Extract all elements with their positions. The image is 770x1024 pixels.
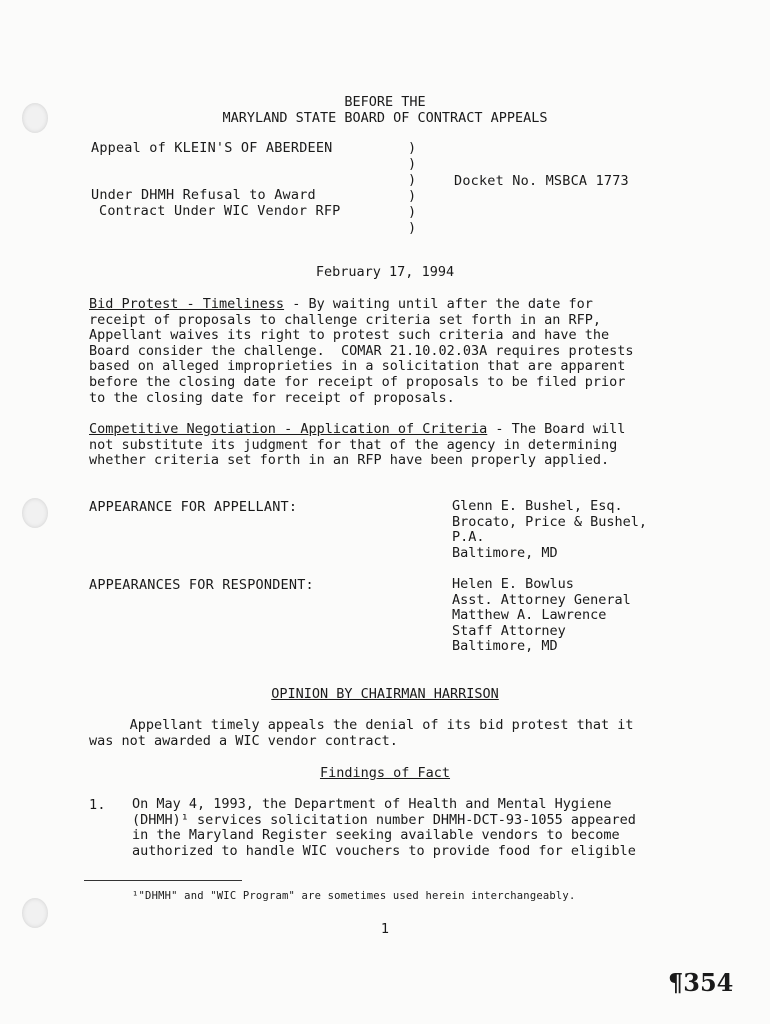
page-stamp: ¶354 <box>668 968 734 997</box>
header-board-name: MARYLAND STATE BOARD OF CONTRACT APPEALS <box>222 110 548 126</box>
punch-hole-middle <box>22 498 48 528</box>
header-before-the: BEFORE THE <box>344 94 426 110</box>
caption-paren: ) <box>408 140 417 156</box>
caption-appeal-of: Appeal of KLEIN'S OF ABERDEEN <box>91 140 333 156</box>
finding-1-text: On May 4, 1993, the Department of Health and Mental Hygiene (DHMH)¹ services solicitation number DHMH-DCT-93-1055 appeared in the Maryland Register seeking available vendors to become authorized to handle WIC vouchers to provide food for eligible <box>132 796 636 859</box>
footnote-divider <box>84 880 242 881</box>
findings-heading: Findings of Fact <box>319 765 451 781</box>
caption-under-2: Contract Under WIC Vendor RFP <box>99 203 341 219</box>
caption-paren: ) <box>408 156 417 172</box>
appellant-appearance-label: APPEARANCE FOR APPELLANT: <box>89 499 298 515</box>
headnote-title: Bid Protest - Timeliness <box>89 296 285 312</box>
footnote-1: ¹"DHMH" and "WIC Program" are sometimes used herein interchangeably. <box>132 890 576 902</box>
caption-paren: ) <box>408 220 417 236</box>
caption-paren: ) <box>408 172 417 188</box>
decision-date: February 17, 1994 <box>315 264 455 280</box>
docket-number: Docket No. MSBCA 1773 <box>454 173 629 189</box>
headnote-title: Competitive Negotiation - Application of Criteria <box>89 421 488 437</box>
opinion-title: OPINION BY CHAIRMAN HARRISON <box>271 686 499 702</box>
respondent-counsel: Helen E. Bowlus Asst. Attorney General Matthew A. Lawrence Staff Attorney Baltimore, MD <box>452 576 631 655</box>
intro-paragraph: Appellant timely appeals the denial of its bid protest that it was not awarded a WIC vendor contract. <box>89 717 634 749</box>
page-number: 1 <box>380 921 390 937</box>
headnote-competitive-negotiation: Competitive Negotiation - Application of Criteria - The Board will not substitute its judgment for that of the agency in determining whether criteria set forth in an RFP have been properly applied. <box>89 421 626 469</box>
respondent-appearance-label: APPEARANCES FOR RESPONDENT: <box>89 577 314 593</box>
caption-paren: ) <box>408 204 417 220</box>
headnote-timeliness: Bid Protest - Timeliness - By waiting until after the date for receipt of proposals to challenge criteria set forth in an RFP, Appellant waives its right to protest such criteria and have the Board consider the challenge. COMAR 21.10.02.03A requires protests based on alleged improprieties in a solicitation that are apparent before the closing date for receipt of proposals to be filed prior to the closing date for receipt of proposals. <box>89 296 634 406</box>
caption-under-1: Under DHMH Refusal to Award <box>91 187 316 203</box>
finding-number: 1. <box>89 797 106 813</box>
caption-paren: ) <box>408 188 417 204</box>
appellant-counsel: Glenn E. Bushel, Esq. Brocato, Price & Bushel, P.A. Baltimore, MD <box>452 498 648 561</box>
